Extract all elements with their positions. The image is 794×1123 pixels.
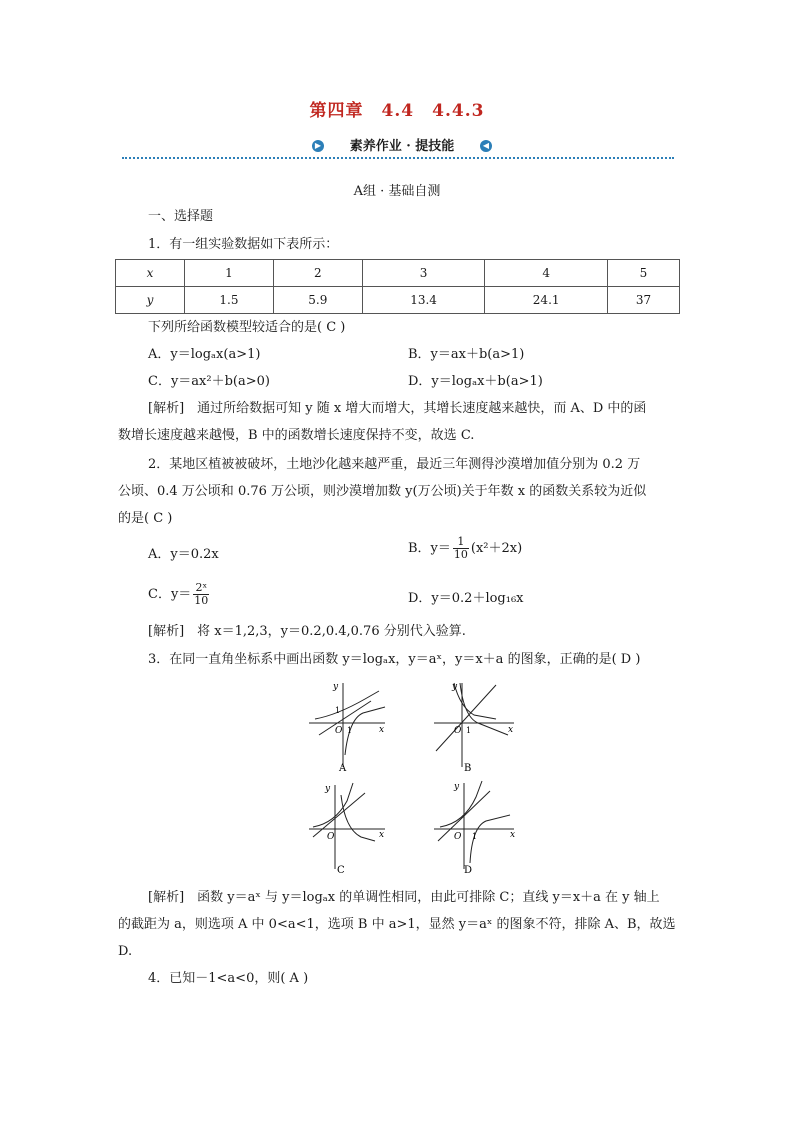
q1-option-c: C．y＝ax²＋b(a>0) bbox=[148, 374, 270, 389]
origin-label: O bbox=[327, 832, 335, 842]
table-cell: 5.9 bbox=[273, 287, 362, 314]
q1-option-b: B．y＝ax＋b(a>1) bbox=[408, 347, 525, 362]
q1-stem: 1．有一组实验数据如下表所示： bbox=[148, 237, 339, 252]
q2-stem-line3: 的是( C ) bbox=[118, 511, 173, 526]
q3-analysis-line2: 的截距为 a，则选项 A 中 0<a<1，选项 B 中 a>1，显然 y＝aˣ 的图象不符，排除 A、B，故选 bbox=[118, 917, 676, 932]
graph-a bbox=[305, 677, 391, 773]
q3-analysis-line1: [解析] 函数 y＝aˣ 与 y＝logₐx 的单调性相同，由此可排除 C；直线 y＝x＋a 在 y 轴上 bbox=[148, 890, 660, 905]
q3-analysis-line3: D. bbox=[118, 944, 133, 959]
line-curve bbox=[436, 685, 496, 751]
y-axis-label: y bbox=[452, 682, 458, 692]
tick-label: 1 bbox=[335, 706, 341, 715]
line-curve bbox=[313, 793, 365, 837]
q2-analysis: [解析] 将 x＝1,2,3，y＝0.2,0.4,0.76 分别代入验算. bbox=[148, 624, 466, 639]
numerator: 1 bbox=[453, 536, 469, 549]
q2-option-b-prefix: B．y＝ bbox=[408, 541, 451, 556]
line-curve bbox=[319, 701, 371, 735]
q1-analysis-line1: [解析] 通过所给数据可知 y 随 x 增大而增大，其增长速度越来越快，而 A、D 中的函 bbox=[148, 401, 647, 416]
section-heading: 一、选择题 bbox=[148, 209, 214, 224]
table-cell: x bbox=[116, 260, 185, 287]
y-axis-label: y bbox=[325, 784, 331, 794]
graph-c bbox=[305, 777, 391, 875]
graph-label: D bbox=[464, 865, 473, 875]
table-cell: 37 bbox=[607, 287, 679, 314]
table-cell: 4 bbox=[485, 260, 608, 287]
q1-analysis-line2: 数增长速度越来越慢，B 中的函数增长速度保持不变，故选 C. bbox=[118, 428, 475, 443]
x-axis-label: x bbox=[379, 725, 385, 735]
x-axis-label: x bbox=[510, 830, 516, 840]
tick-label: 1 bbox=[347, 726, 353, 735]
table-cell: 3 bbox=[362, 260, 485, 287]
table-cell: 1.5 bbox=[185, 287, 274, 314]
banner-label: 素养作业 · 提技能 bbox=[349, 139, 455, 154]
origin-label: O bbox=[454, 832, 462, 842]
graph-b bbox=[430, 677, 520, 773]
graph-label: C bbox=[337, 865, 345, 875]
tick-label: 1 bbox=[472, 832, 478, 841]
table-row bbox=[116, 287, 680, 314]
exp-curve bbox=[440, 781, 482, 827]
origin-label: O bbox=[335, 726, 343, 736]
group-title: A组 · 基础自测 bbox=[353, 184, 441, 199]
q2-stem-line1: 2．某地区植被被破坏，土地沙化越来越严重，最近三年测得沙漠增加值分别为 0.2 万 bbox=[148, 457, 641, 472]
table-cell: 13.4 bbox=[362, 287, 485, 314]
graph-label: A bbox=[339, 763, 347, 773]
exp-curve bbox=[315, 691, 379, 719]
q1-option-a: A．y＝logₐx(a>1) bbox=[148, 347, 261, 362]
origin-label: O bbox=[454, 726, 462, 736]
table-cell: y bbox=[116, 287, 185, 314]
table-cell: 24.1 bbox=[485, 287, 608, 314]
q2-stem-line2: 公顷、0.4 万公顷和 0.76 万公顷，则沙漠增加数 y(万公顷)关于年数 x 的函数关系较为近似 bbox=[118, 484, 647, 499]
x-axis-label: x bbox=[508, 725, 514, 735]
table-cell: 2 bbox=[273, 260, 362, 287]
section-banner bbox=[122, 138, 674, 160]
fraction bbox=[453, 536, 469, 561]
table-row bbox=[116, 260, 680, 287]
q2-option-a: A．y＝0.2x bbox=[148, 547, 219, 562]
q1-option-d: D．y＝logₐx＋b(a>1) bbox=[408, 374, 543, 389]
y-axis-label: y bbox=[333, 682, 339, 692]
play-right-icon: ▶ bbox=[312, 140, 324, 152]
graph-label: B bbox=[464, 763, 472, 773]
y-axis-label: y bbox=[454, 782, 460, 792]
denominator: 10 bbox=[194, 594, 209, 607]
q2-option-b-suffix: (x²＋2x) bbox=[470, 541, 523, 556]
tick-label: 1 bbox=[466, 726, 472, 735]
q4-stem: 4．已知－1<a<0，则( A ) bbox=[148, 971, 309, 986]
graph-d bbox=[430, 777, 520, 875]
data-table bbox=[115, 259, 680, 314]
numerator: 2ˣ bbox=[193, 582, 209, 595]
denominator: 10 bbox=[453, 548, 468, 561]
q1-question: 下列所给函数模型较适合的是( C ) bbox=[148, 320, 346, 335]
q2-option-b bbox=[408, 536, 522, 561]
chapter-title: 第四章 4.4 4.4.3 bbox=[309, 101, 485, 121]
dotted-divider bbox=[122, 157, 674, 159]
table-cell: 1 bbox=[185, 260, 274, 287]
play-left-icon: ◀ bbox=[480, 140, 492, 152]
table-cell: 5 bbox=[607, 260, 679, 287]
fraction bbox=[193, 582, 209, 607]
q2-option-d: D．y＝0.2＋log₁₆x bbox=[408, 591, 524, 606]
q3-stem: 3．在同一直角坐标系中画出函数 y＝logₐx，y＝aˣ，y＝x＋a 的图象，正确的是( D ) bbox=[148, 652, 641, 667]
x-axis-label: x bbox=[379, 830, 385, 840]
q2-option-c-prefix: C．y＝ bbox=[148, 587, 192, 602]
q2-option-c bbox=[148, 582, 211, 607]
